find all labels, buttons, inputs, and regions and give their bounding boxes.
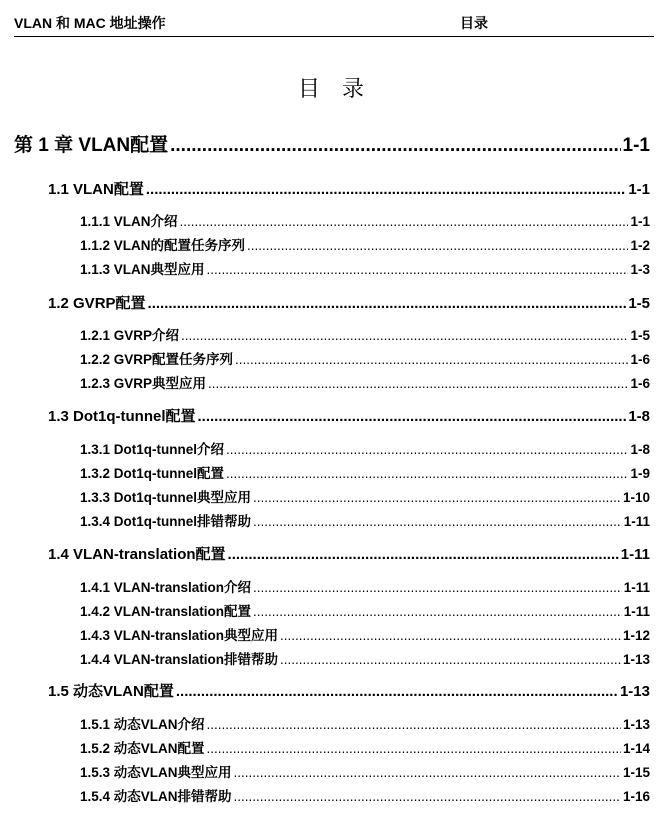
- toc-section-1-4[interactable]: [48, 543, 650, 564]
- toc-page-number: 1-8: [628, 408, 650, 425]
- dot-leader: [207, 717, 621, 732]
- dot-leader: [253, 490, 621, 505]
- dot-leader: [146, 181, 626, 198]
- dot-leader: [228, 546, 619, 563]
- toc-entry-label: 1.4.1 VLAN-translation介绍: [80, 580, 252, 595]
- toc-subsection-1-1-3[interactable]: [80, 258, 650, 278]
- toc-page-number: 1-11: [620, 546, 650, 563]
- toc-entry-label: 1.3.2 Dot1q-tunnel配置: [80, 466, 225, 481]
- toc-page-number: 1-16: [622, 789, 650, 804]
- toc-page-number: 1-1: [622, 135, 650, 156]
- dot-leader: [235, 352, 628, 367]
- toc-subsection-1-4-4[interactable]: [80, 648, 650, 668]
- toc-page-number: 1-11: [623, 514, 650, 529]
- toc-subsection-1-5-1[interactable]: [80, 713, 650, 733]
- dot-leader: [207, 741, 621, 756]
- toc-subsection-1-5-3[interactable]: [80, 761, 650, 781]
- toc-page-number: 1-13: [622, 717, 650, 732]
- toc-subsection-1-1-2[interactable]: [80, 234, 650, 254]
- dot-leader: [226, 442, 628, 457]
- toc-page-number: 1-6: [630, 376, 650, 391]
- toc-page-number: 1-12: [622, 628, 650, 643]
- dot-leader: [198, 408, 627, 425]
- toc-subsection-1-2-2[interactable]: [80, 348, 650, 368]
- toc-entry-label: 1.4.4 VLAN-translation排错帮助: [80, 652, 279, 667]
- toc-page-number: 1-14: [622, 741, 650, 756]
- toc-page-number: 1-1: [628, 181, 650, 198]
- dot-leader: [247, 238, 628, 253]
- toc-subsection-1-3-4[interactable]: [80, 510, 650, 530]
- toc-entry-label: 第 1 章 VLAN配置: [14, 135, 169, 156]
- page-title: 目录: [297, 76, 386, 101]
- dot-leader: [207, 262, 629, 277]
- dot-leader: [234, 765, 621, 780]
- dot-leader: [180, 214, 629, 229]
- toc-page-number: 1-13: [622, 652, 650, 667]
- toc-entry-label: 1.2 GVRP配置: [48, 295, 146, 312]
- toc-page-number: 1-13: [619, 683, 650, 700]
- toc-entry-label: 1.5 动态VLAN配置: [48, 683, 174, 700]
- toc-page-number: 1-11: [623, 580, 650, 595]
- toc-entry-label: 1.4 VLAN-translation配置: [48, 546, 226, 563]
- toc-subsection-1-4-3[interactable]: [80, 624, 650, 644]
- toc-section-1-3[interactable]: [48, 405, 650, 426]
- dot-leader: [280, 628, 621, 643]
- dot-leader: [234, 789, 621, 804]
- toc-subsection-1-5-4[interactable]: [80, 785, 650, 805]
- dot-leader: [148, 295, 627, 312]
- dot-leader: [253, 514, 622, 529]
- toc-page-number: 1-11: [623, 604, 650, 619]
- toc-entry-label: 1.3.1 Dot1q-tunnel介绍: [80, 442, 225, 457]
- toc-entry-label: 1.2.3 GVRP典型应用: [80, 376, 207, 391]
- dot-leader: [226, 466, 628, 481]
- toc-entry-label: 1.1.3 VLAN典型应用: [80, 262, 205, 277]
- toc-page-number: 1-2: [630, 238, 650, 253]
- dot-leader: [170, 135, 620, 157]
- toc-section-1-5[interactable]: [48, 680, 650, 701]
- toc-entry-label: 1.4.3 VLAN-translation典型应用: [80, 628, 279, 643]
- toc-page-number: 1-15: [622, 765, 650, 780]
- dot-leader: [280, 652, 621, 667]
- toc-page-number: 1-9: [630, 466, 650, 481]
- dot-leader: [208, 376, 628, 391]
- toc-subsection-1-2-3[interactable]: [80, 372, 650, 392]
- header-document-title: VLAN 和 MAC 地址操作: [14, 15, 166, 31]
- toc-chapter-1[interactable]: [14, 130, 650, 157]
- toc-page-number: 1-3: [630, 262, 650, 277]
- toc-page-number: 1-10: [622, 490, 650, 505]
- toc-entry-label: 1.5.2 动态VLAN配置: [80, 741, 205, 756]
- toc-entry-label: 1.2.2 GVRP配置任务序列: [80, 352, 234, 367]
- dot-leader: [176, 683, 618, 700]
- toc-entry-label: 1.1.2 VLAN的配置任务序列: [80, 238, 246, 253]
- dot-leader: [181, 328, 628, 343]
- toc-entry-label: 1.3 Dot1q-tunnel配置: [48, 408, 196, 425]
- toc-section-1-2[interactable]: [48, 292, 650, 313]
- toc-subsection-1-3-2[interactable]: [80, 462, 650, 482]
- toc-entry-label: 1.1.1 VLAN介绍: [80, 214, 178, 229]
- toc-subsection-1-3-1[interactable]: [80, 438, 650, 458]
- toc-entry-label: 1.5.4 动态VLAN排错帮助: [80, 789, 232, 804]
- toc-entry-label: 1.2.1 GVRP介绍: [80, 328, 180, 343]
- dot-leader: [253, 580, 622, 595]
- toc-entry-label: 1.1 VLAN配置: [48, 181, 144, 198]
- toc-entry-label: 1.3.4 Dot1q-tunnel排错帮助: [80, 514, 252, 529]
- toc-entry-label: 1.5.3 动态VLAN典型应用: [80, 765, 232, 780]
- toc-entry-label: 1.4.2 VLAN-translation配置: [80, 604, 252, 619]
- toc-page-number: 1-5: [630, 328, 650, 343]
- toc-page-number: 1-6: [630, 352, 650, 367]
- toc-entry-label: 1.3.3 Dot1q-tunnel典型应用: [80, 490, 252, 505]
- toc-subsection-1-2-1[interactable]: [80, 324, 650, 344]
- toc-page-number: 1-8: [630, 442, 650, 457]
- toc-subsection-1-1-1[interactable]: [80, 210, 650, 230]
- toc-subsection-1-3-3[interactable]: [80, 486, 650, 506]
- toc-subsection-1-5-2[interactable]: [80, 737, 650, 757]
- toc-subsection-1-4-2[interactable]: [80, 600, 650, 620]
- toc-section-1-1[interactable]: [48, 178, 650, 199]
- toc-page-number: 1-1: [630, 214, 650, 229]
- dot-leader: [253, 604, 622, 619]
- header-section-title: 目录: [460, 15, 488, 31]
- toc-page-number: 1-5: [628, 295, 650, 312]
- toc-entry-label: 1.5.1 动态VLAN介绍: [80, 717, 205, 732]
- toc-subsection-1-4-1[interactable]: [80, 576, 650, 596]
